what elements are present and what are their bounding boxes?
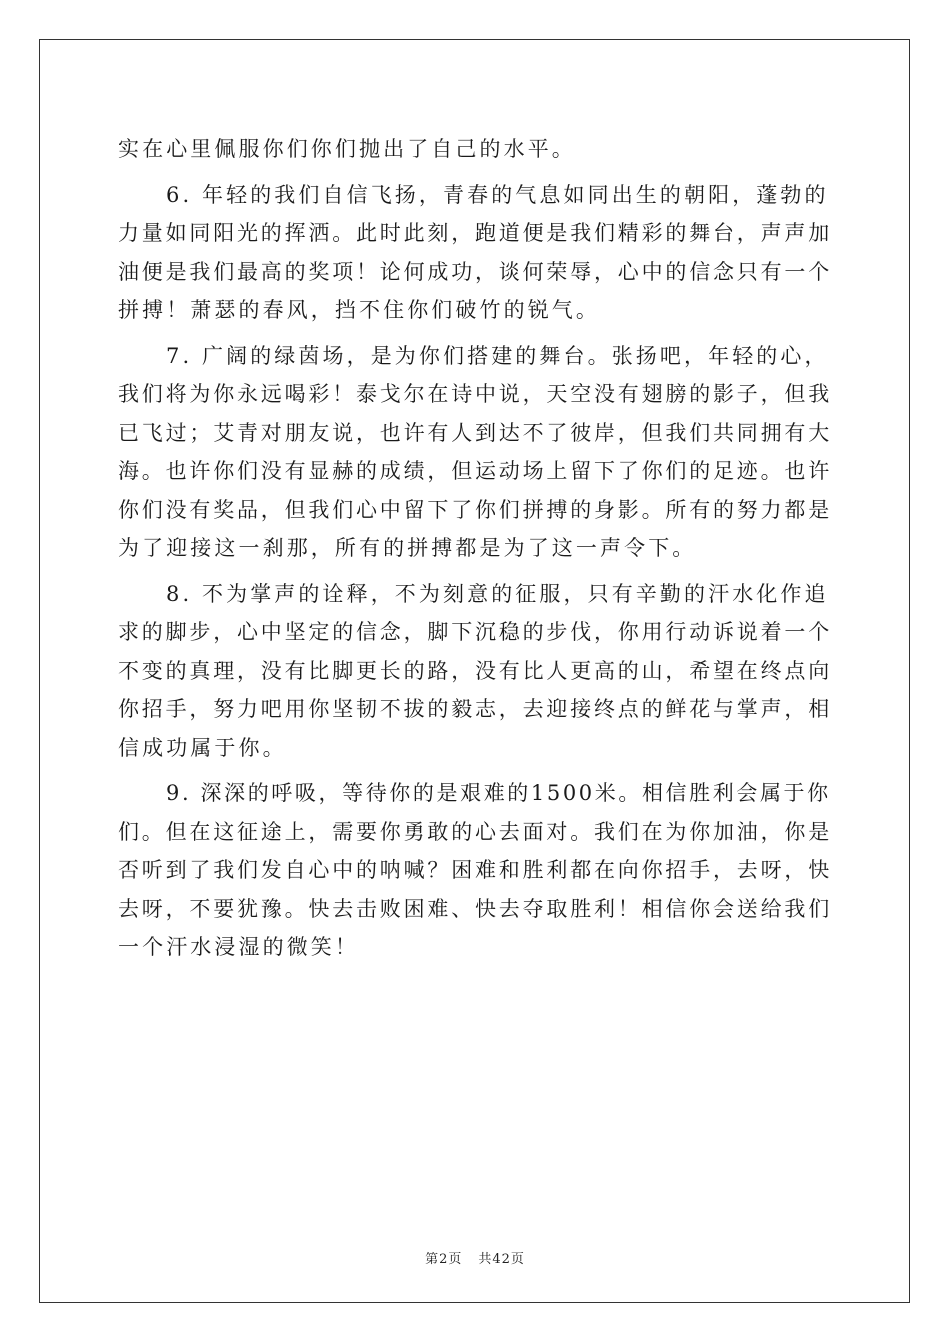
text-line: 力量如同阳光的挥洒。此时此刻，跑道便是我们精彩的舞台，声声加 — [118, 221, 832, 245]
paragraph-item-9 — [118, 774, 832, 967]
text-line: 实在心里佩服你们你们抛出了自己的水平。 — [118, 137, 576, 161]
text-line: 你们没有奖品，但我们心中留下了你们拼搏的身影。所有的努力都是 — [118, 497, 832, 522]
text-line: 已飞过；艾青对朋友说，也许有人到达不了彼岸，但我们共同拥有大 — [118, 420, 832, 445]
text-line: 7. 广阔的绿茵场，是为你们搭建的舞台。张扬吧，年轻的心， — [166, 343, 829, 368]
paragraph-item-7 — [118, 337, 832, 568]
text-line: 9. 深深的呼吸，等待你的是艰难的1500米。相信胜利会属于你 — [166, 781, 831, 805]
paragraph-item-8 — [118, 575, 832, 768]
text-line: 油便是我们最高的奖项！论何成功，谈何荣辱，心中的信念只有一个 — [118, 259, 832, 284]
page-number: 第2页 — [425, 1252, 463, 1267]
paragraph-item-6 — [118, 176, 832, 330]
total-pages: 共42页 — [478, 1252, 525, 1267]
text-line: 海。也许你们没有显赫的成绩，但运动场上留下了你们的足迹。也许 — [118, 459, 832, 483]
text-line: 求的脚步，心中坚定的信念，脚下沉稳的步伐，你用行动诉说着一个 — [118, 620, 832, 644]
document-body — [118, 130, 832, 967]
text-line: 一个汗水浸湿的微笑！ — [118, 935, 359, 959]
text-line: 为了迎接这一刹那，所有的拼搏都是为了这一声令下。 — [118, 536, 697, 560]
text-line: 6. 年轻的我们自信飞扬，青春的气息如同出生的朝阳，蓬勃的 — [166, 182, 829, 207]
text-line: 拼搏！萧瑟的春风，挡不住你们破竹的锐气。 — [118, 298, 600, 322]
text-line: 去呀，不要犹豫。快去击败困难、快去夺取胜利！相信你会送给我们 — [118, 896, 832, 921]
text-line: 你招手，努力吧用你坚韧不拔的毅志，去迎接终点的鲜花与掌声，相 — [118, 697, 832, 721]
paragraph-continuation — [118, 130, 832, 169]
text-line: 我们将为你永远喝彩！泰戈尔在诗中说，天空没有翅膀的影子，但我 — [118, 382, 832, 406]
text-line: 信成功属于你。 — [118, 735, 287, 760]
page-footer — [0, 1248, 950, 1267]
text-line: 否听到了我们发自心中的呐喊？困难和胜利都在向你招手，去呀，快 — [118, 858, 832, 882]
text-line: 们。但在这征途上，需要你勇敢的心去面对。我们在为你加油，你是 — [118, 819, 832, 844]
text-line: 8. 不为掌声的诠释，不为刻意的征服，只有辛勤的汗水化作追 — [166, 581, 829, 606]
text-line: 不变的真理，没有比脚更长的路，没有比人更高的山，希望在终点向 — [118, 658, 832, 683]
